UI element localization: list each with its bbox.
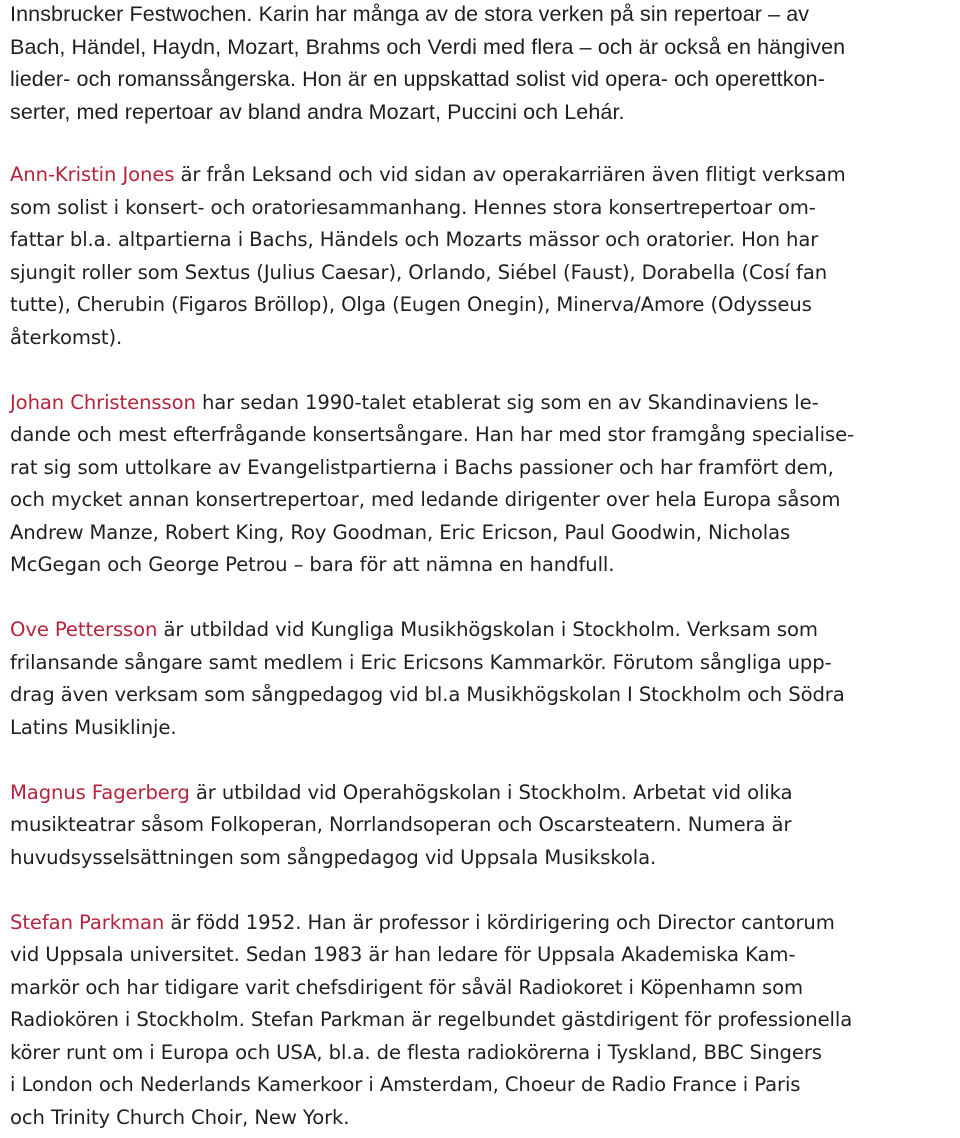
text-line: Innsbrucker Festwochen. Karin har många av de stora verken på sin repertoar – av: [10, 2, 810, 26]
bio-ove-pettersson: [10, 614, 958, 744]
text-fragment: är utbildad vid Operahögskolan i Stockholm. Arbetat vid olika: [189, 780, 793, 804]
singer-name: Ove Pettersson: [10, 618, 158, 641]
text-line: huvudsysselsättningen som sångpedagog vid Uppsala Musikskola.: [10, 845, 657, 869]
text-fragment: är utbildad vid Kungliga Musikhögskolan i Stockholm. Verksam som: [157, 618, 818, 641]
text-line: Andrew Manze, Robert King, Roy Goodman, Eric Ericson, Paul Goodwin, Nicholas: [10, 520, 791, 544]
bio-ann-kristin-jones: [10, 159, 958, 354]
intro-paragraph: [10, 0, 958, 128]
text-line: McGegan och George Petrou – bara för att nämna en handfull.: [10, 553, 615, 576]
text-line: serter, med repertoar av bland andra Mozart, Puccini och Lehár.: [10, 99, 625, 124]
text-line: sjungit roller som Sextus (Julius Caesar), Orlando, Siébel (Faust), Dorabella (Cosí fan: [10, 260, 828, 284]
conductor-name: Stefan Parkman: [10, 910, 165, 934]
text-line: dande och mest efterfrågande konsertsångare. Han har med stor framgång specialise-: [10, 423, 855, 446]
text-line: markör och har tidigare varit chefsdirigent för såväl Radiokoret i Köpenhamn som: [10, 975, 803, 999]
text-line: frilansande sångare samt medlem i Eric Ericsons Kammarkör. Förutom sångliga upp-: [10, 650, 832, 674]
singer-name: Magnus Fagerberg: [10, 780, 190, 804]
text-fragment: är född 1952. Han är professor i kördirigering och Director cantorum: [164, 910, 835, 934]
text-line: och mycket annan konsertrepertoar, med ledande dirigenter over hela Europa såsom: [10, 488, 841, 511]
singer-name: Johan Christensson: [10, 390, 196, 414]
text-line: Latins Musiklinje.: [10, 715, 177, 739]
bio-stefan-parkman: [10, 907, 958, 1135]
text-line: Radiokören i Stockholm. Stefan Parkman är regelbundet gästdirigent för professionella: [10, 1008, 853, 1031]
text-line: i London och Nederlands Kamerkoor i Amsterdam, Choeur de Radio France i Paris: [10, 1073, 801, 1096]
singer-name: Ann-Kristin Jones: [10, 163, 175, 186]
bio-magnus-fagerberg: [10, 777, 958, 875]
text-line: [10, 387, 958, 420]
text-line: lieder- och romanssångerska. Hon är en uppskattad solist vid opera- och operettkon-: [10, 67, 825, 91]
text-line: körer runt om i Europa och USA, bl.a. de flesta radiokörerna i Tyskland, BBC Singers: [10, 1040, 822, 1064]
text-line: [10, 614, 958, 647]
text-line: [10, 159, 958, 192]
bio-johan-christensson: [10, 387, 958, 582]
text-line: tutte), Cherubin (Figaros Bröllop), Olga (Eugen Onegin), Minerva/Amore (Odysseus: [10, 293, 812, 316]
text-line: musikteatrar såsom Folkoperan, Norrlandsoperan och Oscarsteatern. Numera är: [10, 813, 792, 836]
text-fragment: har sedan 1990-talet etablerat sig som en av Skandinaviens le-: [195, 390, 819, 414]
text-line: [10, 777, 958, 810]
text-line: och Trinity Church Choir, New York.: [10, 1105, 350, 1129]
document-page: [10, 0, 958, 1134]
text-line: som solist i konsert- och oratoriesammanhang. Hennes stora konsertrepertoar om-: [10, 195, 816, 219]
text-line: vid Uppsala universitet. Sedan 1983 är han ledare för Uppsala Akademiska Kam-: [10, 943, 796, 966]
text-line: fattar bl.a. altpartierna i Bachs, Händels och Mozarts mässor och oratorier. Hon har: [10, 228, 819, 251]
text-line: rat sig som uttolkare av Evangelistpartierna i Bachs passioner och har framfört dem,: [10, 455, 834, 479]
text-fragment: är från Leksand och vid sidan av operakarriären även flitigt verksam: [174, 163, 846, 186]
text-line: [10, 907, 958, 940]
text-line: återkomst).: [10, 325, 123, 349]
text-line: drag även verksam som sångpedagog vid bl.a Musikhögskolan I Stockholm och Södra: [10, 683, 845, 706]
text-line: Bach, Händel, Haydn, Mozart, Brahms och Verdi med flera – och är också en hängiven: [10, 34, 846, 59]
